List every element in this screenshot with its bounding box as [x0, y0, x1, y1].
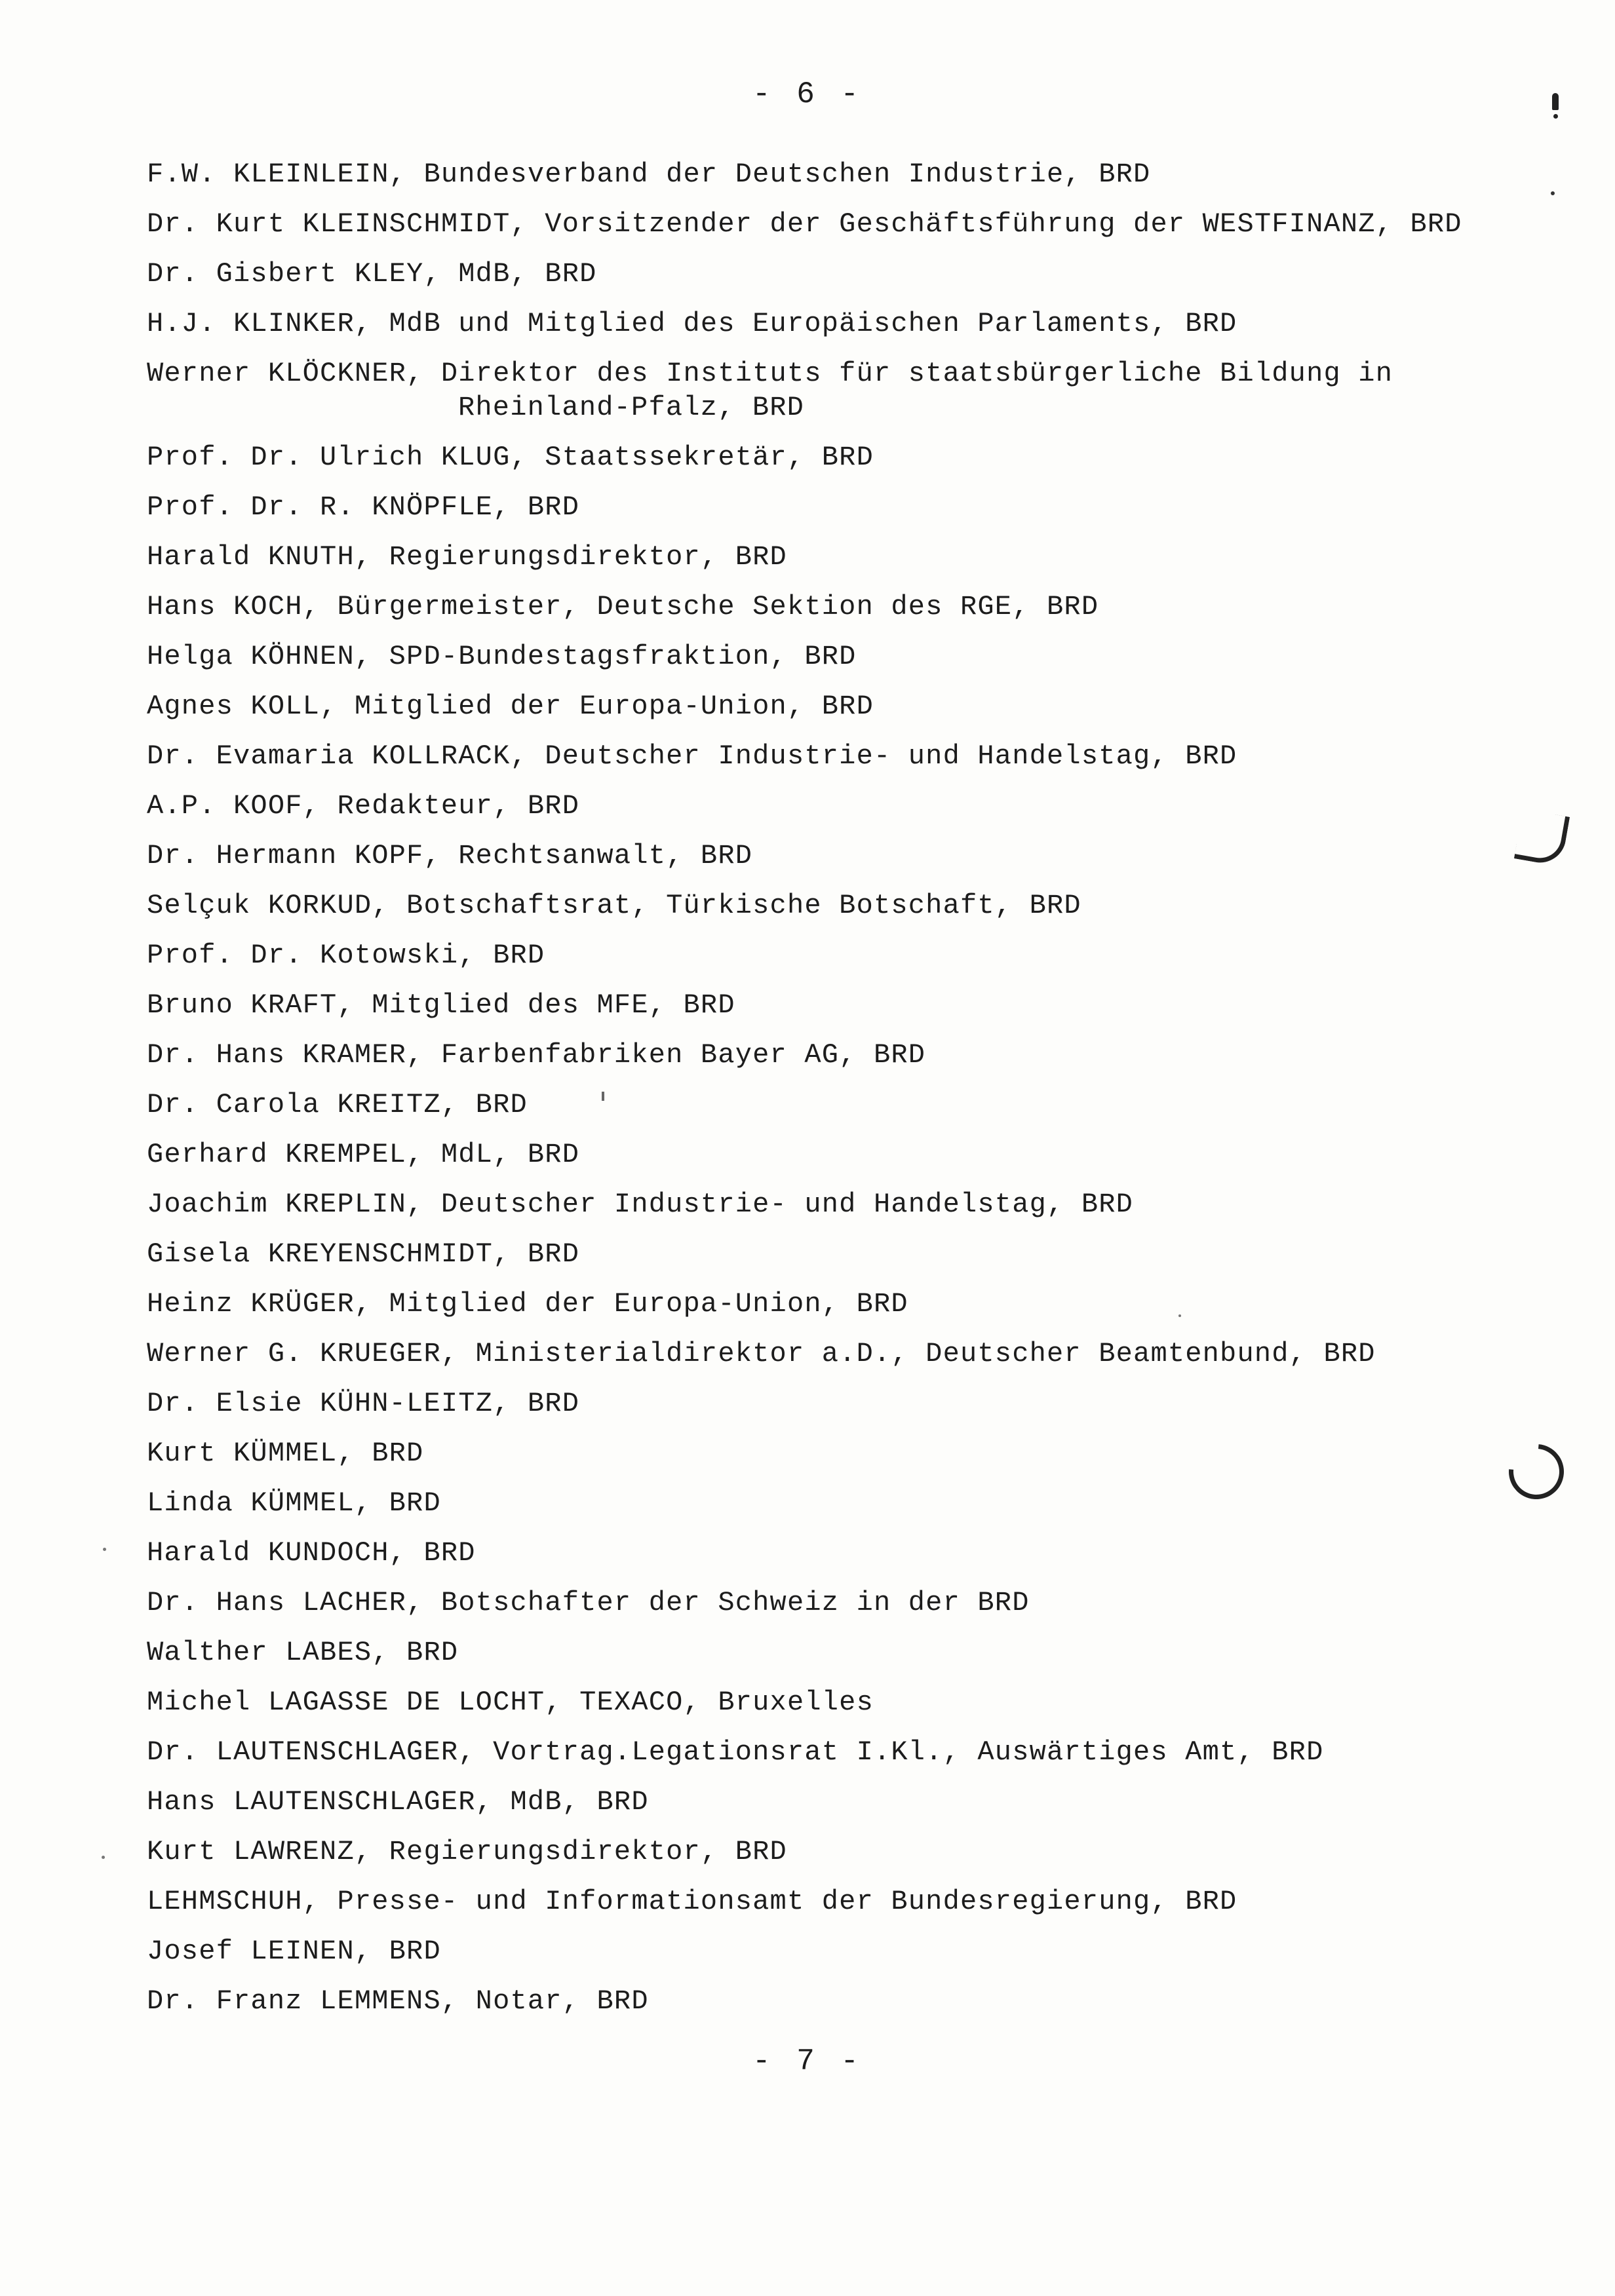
entry-line: Helga KÖHNEN, SPD-Bundestagsfraktion, BRD: [147, 641, 857, 672]
list-item: [147, 1835, 1563, 1885]
list-item: [147, 1038, 1563, 1088]
list-item: [147, 1387, 1563, 1436]
entry-line: Prof. Dr. Kotowski, BRD: [147, 940, 545, 971]
list-item: [147, 1436, 1563, 1486]
entry-line: Kurt LAWRENZ, Regierungsdirektor, BRD: [147, 1836, 787, 1867]
entry-line: Prof. Dr. Ulrich KLUG, Staatssekretär, BRD: [147, 442, 874, 473]
list-item: [147, 1785, 1563, 1835]
list-item: [147, 257, 1563, 307]
list-item: [147, 1735, 1563, 1785]
entry-line: Dr. Elsie KÜHN-LEITZ, BRD: [147, 1388, 580, 1419]
entry-line: Hans LAUTENSCHLAGER, MdB, BRD: [147, 1786, 649, 1818]
entry-line: Dr. Gisbert KLEY, MdB, BRD: [147, 258, 597, 290]
entry-line: Selçuk KORKUD, Botschaftsrat, Türkische Botschaft, BRD: [147, 890, 1081, 921]
list-item: [147, 490, 1563, 540]
entry-line: Dr. Carola KREITZ, BRD: [147, 1089, 528, 1120]
list-item: [147, 1287, 1563, 1337]
list-item: [147, 1934, 1563, 1984]
list-item: [147, 1636, 1563, 1685]
entry-line: Gisela KREYENSCHMIDT, BRD: [147, 1238, 580, 1270]
entry-line: Dr. Franz LEMMENS, Notar, BRD: [147, 1985, 649, 2017]
entry-line: Harald KUNDOCH, BRD: [147, 1537, 476, 1569]
list-item: [147, 1685, 1563, 1735]
list-item: [147, 440, 1563, 490]
margin-exclamation-mark: [1552, 93, 1559, 110]
entry-line: Dr. Evamaria KOLLRACK, Deutscher Industrie- und Handelstag, BRD: [147, 740, 1237, 772]
entry-line: Dr. Kurt KLEINSCHMIDT, Vorsitzender der Geschäftsführung der WESTFINANZ, BRD: [147, 208, 1462, 240]
list-item: [147, 157, 1563, 207]
list-item: [147, 540, 1563, 590]
list-item: [147, 590, 1563, 640]
entry-line: Bruno KRAFT, Mitglied des MFE, BRD: [147, 989, 735, 1021]
entry-line: Kurt KÜMMEL, BRD: [147, 1438, 424, 1469]
list-item: [147, 307, 1563, 356]
entry-line: LEHMSCHUH, Presse- und Informationsamt der Bundesregierung, BRD: [147, 1886, 1237, 1917]
entry-line: Werner KLÖCKNER, Direktor des Instituts für staatsbürgerliche Bildung in: [147, 358, 1393, 389]
entry-line: A.P. KOOF, Redakteur, BRD: [147, 790, 580, 822]
entry-line: Dr. LAUTENSCHLAGER, Vortrag.Legationsrat I.Kl., Auswärtiges Amt, BRD: [147, 1736, 1324, 1768]
list-item: [147, 1885, 1563, 1934]
list-item: [147, 207, 1563, 257]
list-item: [147, 1486, 1563, 1536]
entry-line: H.J. KLINKER, MdB und Mitglied des Europäischen Parlaments, BRD: [147, 308, 1237, 339]
entry-line: Josef LEINEN, BRD: [147, 1936, 441, 1967]
list-item: [147, 1088, 1563, 1138]
entry-line: Linda KÜMMEL, BRD: [147, 1487, 441, 1519]
entry-line: Dr. Hans LACHER, Botschafter der Schweiz in der BRD: [147, 1587, 1030, 1618]
list-item: [147, 1138, 1563, 1187]
entry-line: Werner G. KRUEGER, Ministerialdirektor a.D., Deutscher Beamtenbund, BRD: [147, 1338, 1376, 1369]
page-number-bottom: - 7 -: [752, 2044, 863, 2078]
list-item: [147, 689, 1563, 739]
list-item: [147, 1187, 1563, 1237]
scan-speck: [102, 1856, 105, 1859]
scan-speck: [103, 1548, 106, 1551]
list-item: [147, 1586, 1563, 1636]
page-number-top: - 6 -: [752, 77, 863, 111]
list-item: [147, 356, 1563, 440]
list-item: [147, 1237, 1563, 1287]
list-item: [147, 640, 1563, 689]
entry-line: Dr. Hermann KOPF, Rechtsanwalt, BRD: [147, 840, 753, 871]
entry-line: Agnes KOLL, Mitglied der Europa-Union, BRD: [147, 691, 874, 722]
entry-line: Gerhard KREMPEL, MdL, BRD: [147, 1139, 580, 1170]
entry-line: F.W. KLEINLEIN, Bundesverband der Deutschen Industrie, BRD: [147, 159, 1151, 190]
entry-line: Dr. Hans KRAMER, Farbenfabriken Bayer AG, BRD: [147, 1039, 926, 1071]
list-item: [147, 988, 1563, 1038]
entry-line: Michel LAGASSE DE LOCHT, TEXACO, Bruxelles: [147, 1687, 874, 1718]
list-item: [147, 789, 1563, 839]
scan-speck: [602, 1092, 604, 1101]
entry-line: Heinz KRÜGER, Mitglied der Europa-Union, BRD: [147, 1288, 908, 1320]
margin-dot-mark: [1551, 191, 1555, 195]
entry-line: Hans KOCH, Bürgermeister, Deutsche Sektion des RGE, BRD: [147, 591, 1099, 622]
list-item: [147, 1536, 1563, 1586]
entry-line: Harald KNUTH, Regierungsdirektor, BRD: [147, 541, 787, 573]
list-item: [147, 839, 1563, 889]
participant-list: [147, 157, 1563, 2034]
scan-speck: [1178, 1314, 1181, 1317]
entry-line-continued: Rheinland-Pfalz, BRD: [458, 392, 805, 423]
entry-line: Joachim KREPLIN, Deutscher Industrie- und Handelstag, BRD: [147, 1189, 1134, 1220]
list-item: [147, 938, 1563, 988]
entry-line: Prof. Dr. R. KNÖPFLE, BRD: [147, 491, 580, 523]
list-item: [147, 739, 1563, 789]
list-item: [147, 889, 1563, 938]
entry-line: Walther LABES, BRD: [147, 1637, 459, 1668]
list-item: [147, 1337, 1563, 1387]
list-item: [147, 1984, 1563, 2034]
